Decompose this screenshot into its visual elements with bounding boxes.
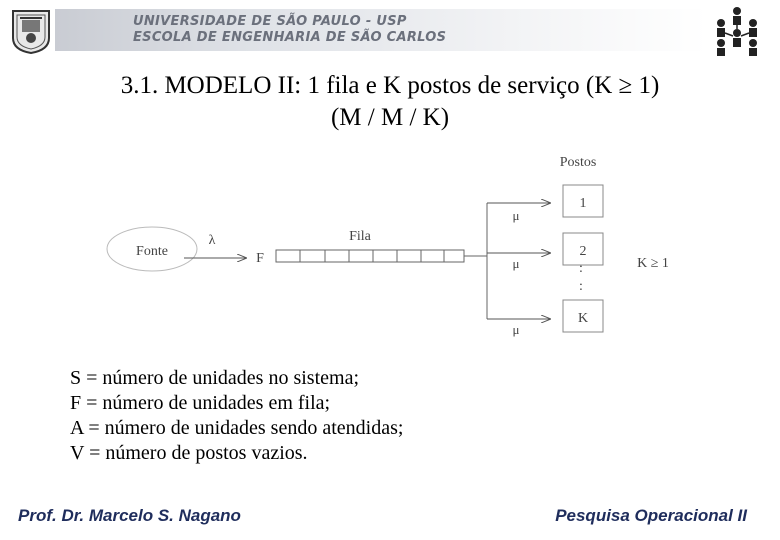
service-rate-label-k: μ <box>512 322 520 337</box>
service-rate-label-1: μ <box>512 208 520 223</box>
definition-a: A = número de unidades sendo atendidas; <box>70 417 404 439</box>
service-rate-label-2: μ <box>512 256 520 271</box>
server-ellipsis-2: : <box>579 279 583 294</box>
department-people-logo <box>708 6 766 56</box>
queue-cells <box>276 250 464 262</box>
footer-author: Prof. Dr. Marcelo S. Nagano <box>18 506 241 525</box>
source-label: Fonte <box>136 244 168 259</box>
server-label-1: 1 <box>579 196 587 211</box>
university-banner <box>55 9 707 51</box>
server-label-2: 2 <box>579 244 587 259</box>
server-ellipsis-1: : <box>579 261 583 276</box>
footer-course: Pesquisa Operacional II <box>555 506 747 525</box>
queue-label: Fila <box>349 229 371 244</box>
arrival-rate-label: λ <box>208 233 216 248</box>
school-name: ESCOLA DE ENGENHARIA DE SÃO CARLOS <box>133 30 447 45</box>
servers-condition: K ≥ 1 <box>637 256 669 271</box>
definition-v: V = número de postos vazios. <box>70 442 308 464</box>
eesc-crest-logo <box>8 8 54 54</box>
servers-header: Postos <box>559 155 597 170</box>
header <box>0 0 780 62</box>
university-name: UNIVERSIDADE DE SÃO PAULO - USP <box>133 14 407 29</box>
slide-title: 3.1. MODELO II: 1 fila e K postos de serviço (K ≥ 1) <box>120 72 660 99</box>
server-label-k: K <box>577 311 589 326</box>
definitions-list <box>70 366 403 466</box>
queue-diagram <box>100 148 700 348</box>
queue-outline <box>276 250 464 262</box>
definition-s: S = número de unidades no sistema; <box>70 367 360 389</box>
definition-f: F = número de unidades em fila; <box>70 392 331 414</box>
slide-subtitle: (M / M / K) <box>330 104 450 131</box>
queue-marker-label: F <box>256 251 264 266</box>
